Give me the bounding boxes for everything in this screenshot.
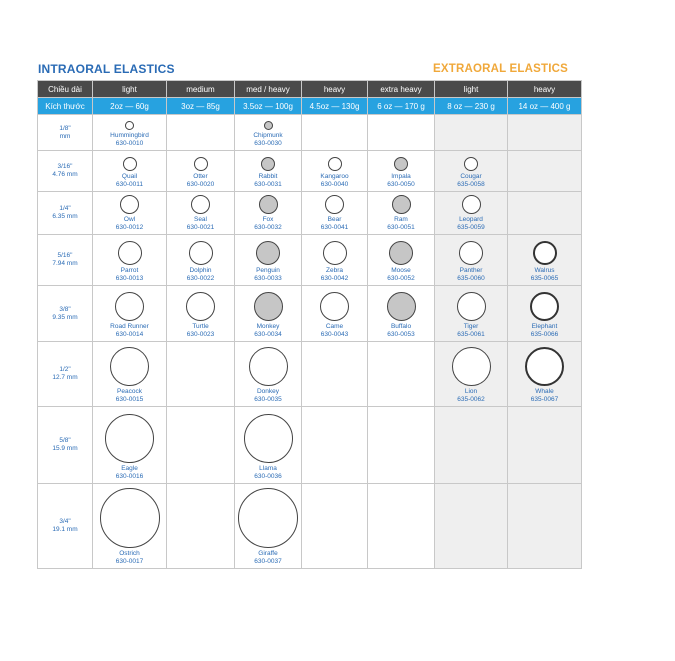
elastic-code: 635-0060 [457, 274, 485, 282]
elastic-code: 635-0062 [457, 395, 485, 403]
elastic-code: 630-0022 [186, 274, 215, 282]
size-cell [38, 407, 93, 484]
elastic-cell [167, 342, 235, 407]
table-row [38, 151, 582, 192]
size-cell [38, 286, 93, 342]
elastic-code: 630-0032 [254, 223, 282, 231]
elastic-name: Parrot [120, 267, 139, 274]
elastic-name: Impala [391, 173, 411, 180]
elastic-ring-icon [254, 292, 283, 321]
elastic-ring-icon [533, 241, 557, 265]
size-label: 15.9 mm [52, 445, 78, 452]
elastic-cell [235, 151, 302, 192]
elastic-code: 630-0021 [186, 223, 215, 231]
elastic-ring-icon [238, 488, 298, 548]
elastic-cell [435, 342, 508, 407]
elastic-cell [302, 235, 368, 286]
elastic-code: 635-0065 [530, 274, 559, 282]
elastic-ring-icon [392, 195, 411, 214]
elastic-cell [302, 151, 368, 192]
elastic-cell [235, 484, 302, 569]
size-label: 3/16" [57, 163, 73, 170]
elastic-code: 630-0042 [320, 274, 349, 282]
size-label: 1/8" [59, 124, 71, 132]
elastic-ring-icon [452, 347, 491, 386]
elastic-ring-icon [191, 195, 210, 214]
header-cell: med / heavy [235, 81, 302, 98]
size-cell [38, 115, 93, 151]
elastic-name: Bear [327, 216, 342, 223]
elastic-cell [368, 151, 435, 192]
weight-cell: 4.5oz — 130g [302, 98, 368, 115]
elastic-cell [235, 115, 302, 151]
elastic-cell [435, 235, 508, 286]
size-label: 3/8" [59, 305, 71, 313]
elastic-name: Moose [391, 267, 411, 274]
elastic-cell [302, 407, 368, 484]
elastic-name: Seal [193, 216, 207, 223]
elastic-cell [93, 342, 167, 407]
elastic-ring-icon [264, 121, 273, 130]
elastic-code: 630-0014 [115, 330, 144, 338]
elastic-name: Cougar [460, 173, 482, 180]
elastic-name: Otter [193, 173, 208, 180]
elastic-ring-icon [328, 157, 342, 171]
elastic-ring-icon [244, 414, 293, 463]
elastic-ring-icon [194, 157, 208, 171]
size-label: 6.35 mm [52, 213, 78, 220]
elastic-code: 630-0016 [115, 472, 144, 480]
elastic-ring-icon [125, 121, 134, 130]
elastic-name: Peacock [117, 388, 142, 395]
elastic-ring-icon [261, 157, 275, 171]
elastic-name: Monkey [256, 323, 280, 330]
elastic-name: Hummingbird [110, 132, 149, 139]
elastic-ring-icon [525, 347, 564, 386]
elastic-code: 630-0041 [320, 223, 349, 231]
elastic-ring-icon [120, 195, 139, 214]
size-label: 3/4" [59, 518, 71, 525]
elastic-ring-icon [323, 241, 347, 265]
table-row [38, 286, 582, 342]
elastic-name: Walrus [534, 267, 555, 274]
elastic-cell [368, 342, 435, 407]
elastic-cell [167, 115, 235, 151]
header-cell: light [93, 81, 167, 98]
elastic-ring-icon [457, 292, 486, 321]
weight-cell: 6 oz — 170 g [368, 98, 435, 115]
size-label: 5/16" [57, 252, 73, 259]
elastic-cell [435, 407, 508, 484]
elastic-ring-icon [256, 241, 280, 265]
elastic-cell [167, 286, 235, 342]
elastic-ring-icon [387, 292, 416, 321]
size-cell [38, 151, 93, 192]
weight-cell: 8 oz — 230 g [435, 98, 508, 115]
elastic-code: 635-0066 [530, 330, 559, 338]
elastic-code: 630-0037 [254, 557, 282, 565]
elastic-name: Quail [121, 173, 138, 180]
table-row [38, 192, 582, 235]
elastic-code: 630-0051 [387, 223, 415, 231]
elastic-name: Came [325, 323, 344, 330]
elastic-cell [508, 407, 582, 484]
elastic-cell [235, 342, 302, 407]
elastic-ring-icon [186, 292, 215, 321]
elastic-name: Penguin [256, 267, 280, 274]
elastic-cell [508, 286, 582, 342]
elastic-name: Donkey [256, 388, 280, 395]
elastic-code: 630-0015 [115, 395, 144, 403]
elastic-code: 630-0031 [254, 180, 282, 188]
elastic-code: 630-0050 [387, 180, 415, 188]
elastic-code: 630-0023 [186, 330, 215, 338]
header-row [38, 81, 582, 98]
elastic-cell [435, 192, 508, 235]
elastic-code: 630-0053 [387, 330, 415, 338]
elastic-cell [508, 192, 582, 235]
elastic-ring-icon [100, 488, 160, 548]
elastic-cell [93, 235, 167, 286]
elastic-code: 635-0067 [530, 395, 559, 403]
elastic-cell [508, 342, 582, 407]
elastic-name: Turtle [192, 323, 209, 330]
elastic-code: 635-0058 [457, 180, 485, 188]
elastic-name: Chipmunk [253, 132, 283, 139]
elastic-cell [93, 407, 167, 484]
elastic-name: Buffalo [390, 323, 412, 330]
elastic-ring-icon [259, 195, 278, 214]
elastic-cell [302, 342, 368, 407]
elastic-cell [93, 286, 167, 342]
intraoral-title: INTRAORAL ELASTICS [38, 62, 175, 76]
elastic-ring-icon [389, 241, 413, 265]
elastic-cell [435, 286, 508, 342]
elastic-name: Rabbit [258, 173, 278, 180]
elastic-cell [167, 192, 235, 235]
elastic-ring-icon [459, 241, 483, 265]
elastic-ring-icon [462, 195, 481, 214]
elastic-cell [235, 407, 302, 484]
elastic-code: 630-0030 [254, 139, 282, 147]
elastic-code: 635-0061 [457, 330, 485, 338]
elastic-name: Ostrich [119, 550, 140, 557]
elastic-name: Leopard [459, 216, 483, 223]
weight-cell: 2oz — 60g [93, 98, 167, 115]
size-label: mm [59, 132, 71, 140]
elastic-code: 630-0040 [320, 180, 349, 188]
elastic-ring-icon [320, 292, 349, 321]
elastic-cell [368, 407, 435, 484]
table-row [38, 342, 582, 407]
elastic-name: Whale [535, 388, 554, 395]
elastic-cell [167, 151, 235, 192]
elastic-cell [167, 235, 235, 286]
elastic-cell [167, 484, 235, 569]
elastic-cell [368, 484, 435, 569]
header-cell: Chiều dài [38, 81, 93, 98]
elastic-cell [235, 286, 302, 342]
header-cell: heavy [508, 81, 582, 98]
elastic-code: 630-0012 [115, 223, 144, 231]
elastic-code: 630-0043 [320, 330, 349, 338]
elastic-cell [93, 192, 167, 235]
elastic-name: Tiger [463, 323, 479, 330]
elastic-code: 630-0013 [115, 274, 144, 282]
size-label: 7.94 mm [52, 260, 78, 267]
elastic-code: 630-0017 [115, 557, 144, 565]
elastic-cell [508, 484, 582, 569]
elastic-code: 630-0035 [254, 395, 282, 403]
size-label: 9.35 mm [52, 313, 78, 321]
elastic-code: 635-0059 [457, 223, 485, 231]
elastic-ring-icon [249, 347, 288, 386]
elastic-cell [93, 151, 167, 192]
header-cell: light [435, 81, 508, 98]
elastic-ring-icon [105, 414, 154, 463]
elastic-code: 630-0011 [116, 180, 143, 188]
size-cell [38, 192, 93, 235]
elastic-cell [508, 115, 582, 151]
elastics-table [37, 80, 582, 569]
elastic-ring-icon [110, 347, 149, 386]
elastic-name: Elephant [531, 323, 558, 330]
elastic-cell [302, 115, 368, 151]
elastic-ring-icon [394, 157, 408, 171]
table-row [38, 235, 582, 286]
elastic-name: Dolphin [189, 267, 212, 274]
elastic-ring-icon [189, 241, 213, 265]
elastic-cell [235, 192, 302, 235]
elastic-name: Panther [459, 267, 483, 274]
elastic-code: 630-0052 [387, 274, 415, 282]
elastic-cell [368, 115, 435, 151]
weight-cell: 3.5oz — 100g [235, 98, 302, 115]
elastic-cell [435, 484, 508, 569]
extraoral-title: EXTRAORAL ELASTICS [433, 63, 569, 75]
table-body [38, 115, 582, 569]
elastic-cell [302, 484, 368, 569]
size-label: 19.1 mm [52, 526, 78, 533]
table-row [38, 484, 582, 569]
elastic-name: Giraffe [258, 550, 278, 557]
elastic-code: 630-0034 [254, 330, 282, 338]
elastic-ring-icon [118, 241, 142, 265]
elastic-cell [368, 192, 435, 235]
size-label: 5/8" [59, 437, 71, 444]
elastic-cell [508, 151, 582, 192]
elastic-cell [302, 286, 368, 342]
elastic-cell [368, 235, 435, 286]
elastic-cell [368, 286, 435, 342]
weight-cell: 3oz — 85g [167, 98, 235, 115]
elastic-cell [302, 192, 368, 235]
elastic-cell [435, 151, 508, 192]
elastic-cell [435, 115, 508, 151]
size-label: 4.76 mm [52, 171, 78, 178]
size-cell [38, 235, 93, 286]
weight-row [38, 98, 582, 115]
elastic-name: Llama [259, 465, 277, 472]
elastic-ring-icon [115, 292, 144, 321]
elastic-ring-icon [530, 292, 559, 321]
elastic-name: Ram [394, 216, 408, 223]
size-label: 1/2" [59, 366, 71, 373]
elastic-name: Road Runner [110, 323, 149, 330]
elastic-cell [93, 484, 167, 569]
header-cell: medium [167, 81, 235, 98]
elastic-ring-icon [325, 195, 344, 214]
elastic-name: Owl [123, 216, 136, 223]
elastic-code: 630-0033 [254, 274, 282, 282]
header-cell: heavy [302, 81, 368, 98]
size-cell [38, 484, 93, 569]
elastic-cell [235, 235, 302, 286]
table-row [38, 407, 582, 484]
elastic-name: Zebra [326, 267, 343, 274]
elastic-code: 630-0010 [115, 139, 144, 147]
size-cell [38, 342, 93, 407]
table-row [38, 115, 582, 151]
weight-cell: 14 oz — 400 g [508, 98, 582, 115]
elastic-code: 630-0036 [254, 472, 282, 480]
header-cell: extra heavy [368, 81, 435, 98]
size-label: 1/4" [59, 205, 71, 212]
elastic-ring-icon [123, 157, 137, 171]
elastic-code: 630-0020 [186, 180, 215, 188]
elastic-cell [508, 235, 582, 286]
elastic-name: Fox [262, 216, 274, 223]
weight-cell: Kích thước [38, 98, 93, 115]
elastic-cell [93, 115, 167, 151]
size-label: 12.7 mm [52, 374, 78, 381]
elastic-name: Eagle [121, 465, 138, 472]
elastic-name: Lion [464, 388, 478, 395]
elastic-name: Kangaroo [320, 173, 349, 180]
elastic-ring-icon [464, 157, 478, 171]
elastic-cell [167, 407, 235, 484]
